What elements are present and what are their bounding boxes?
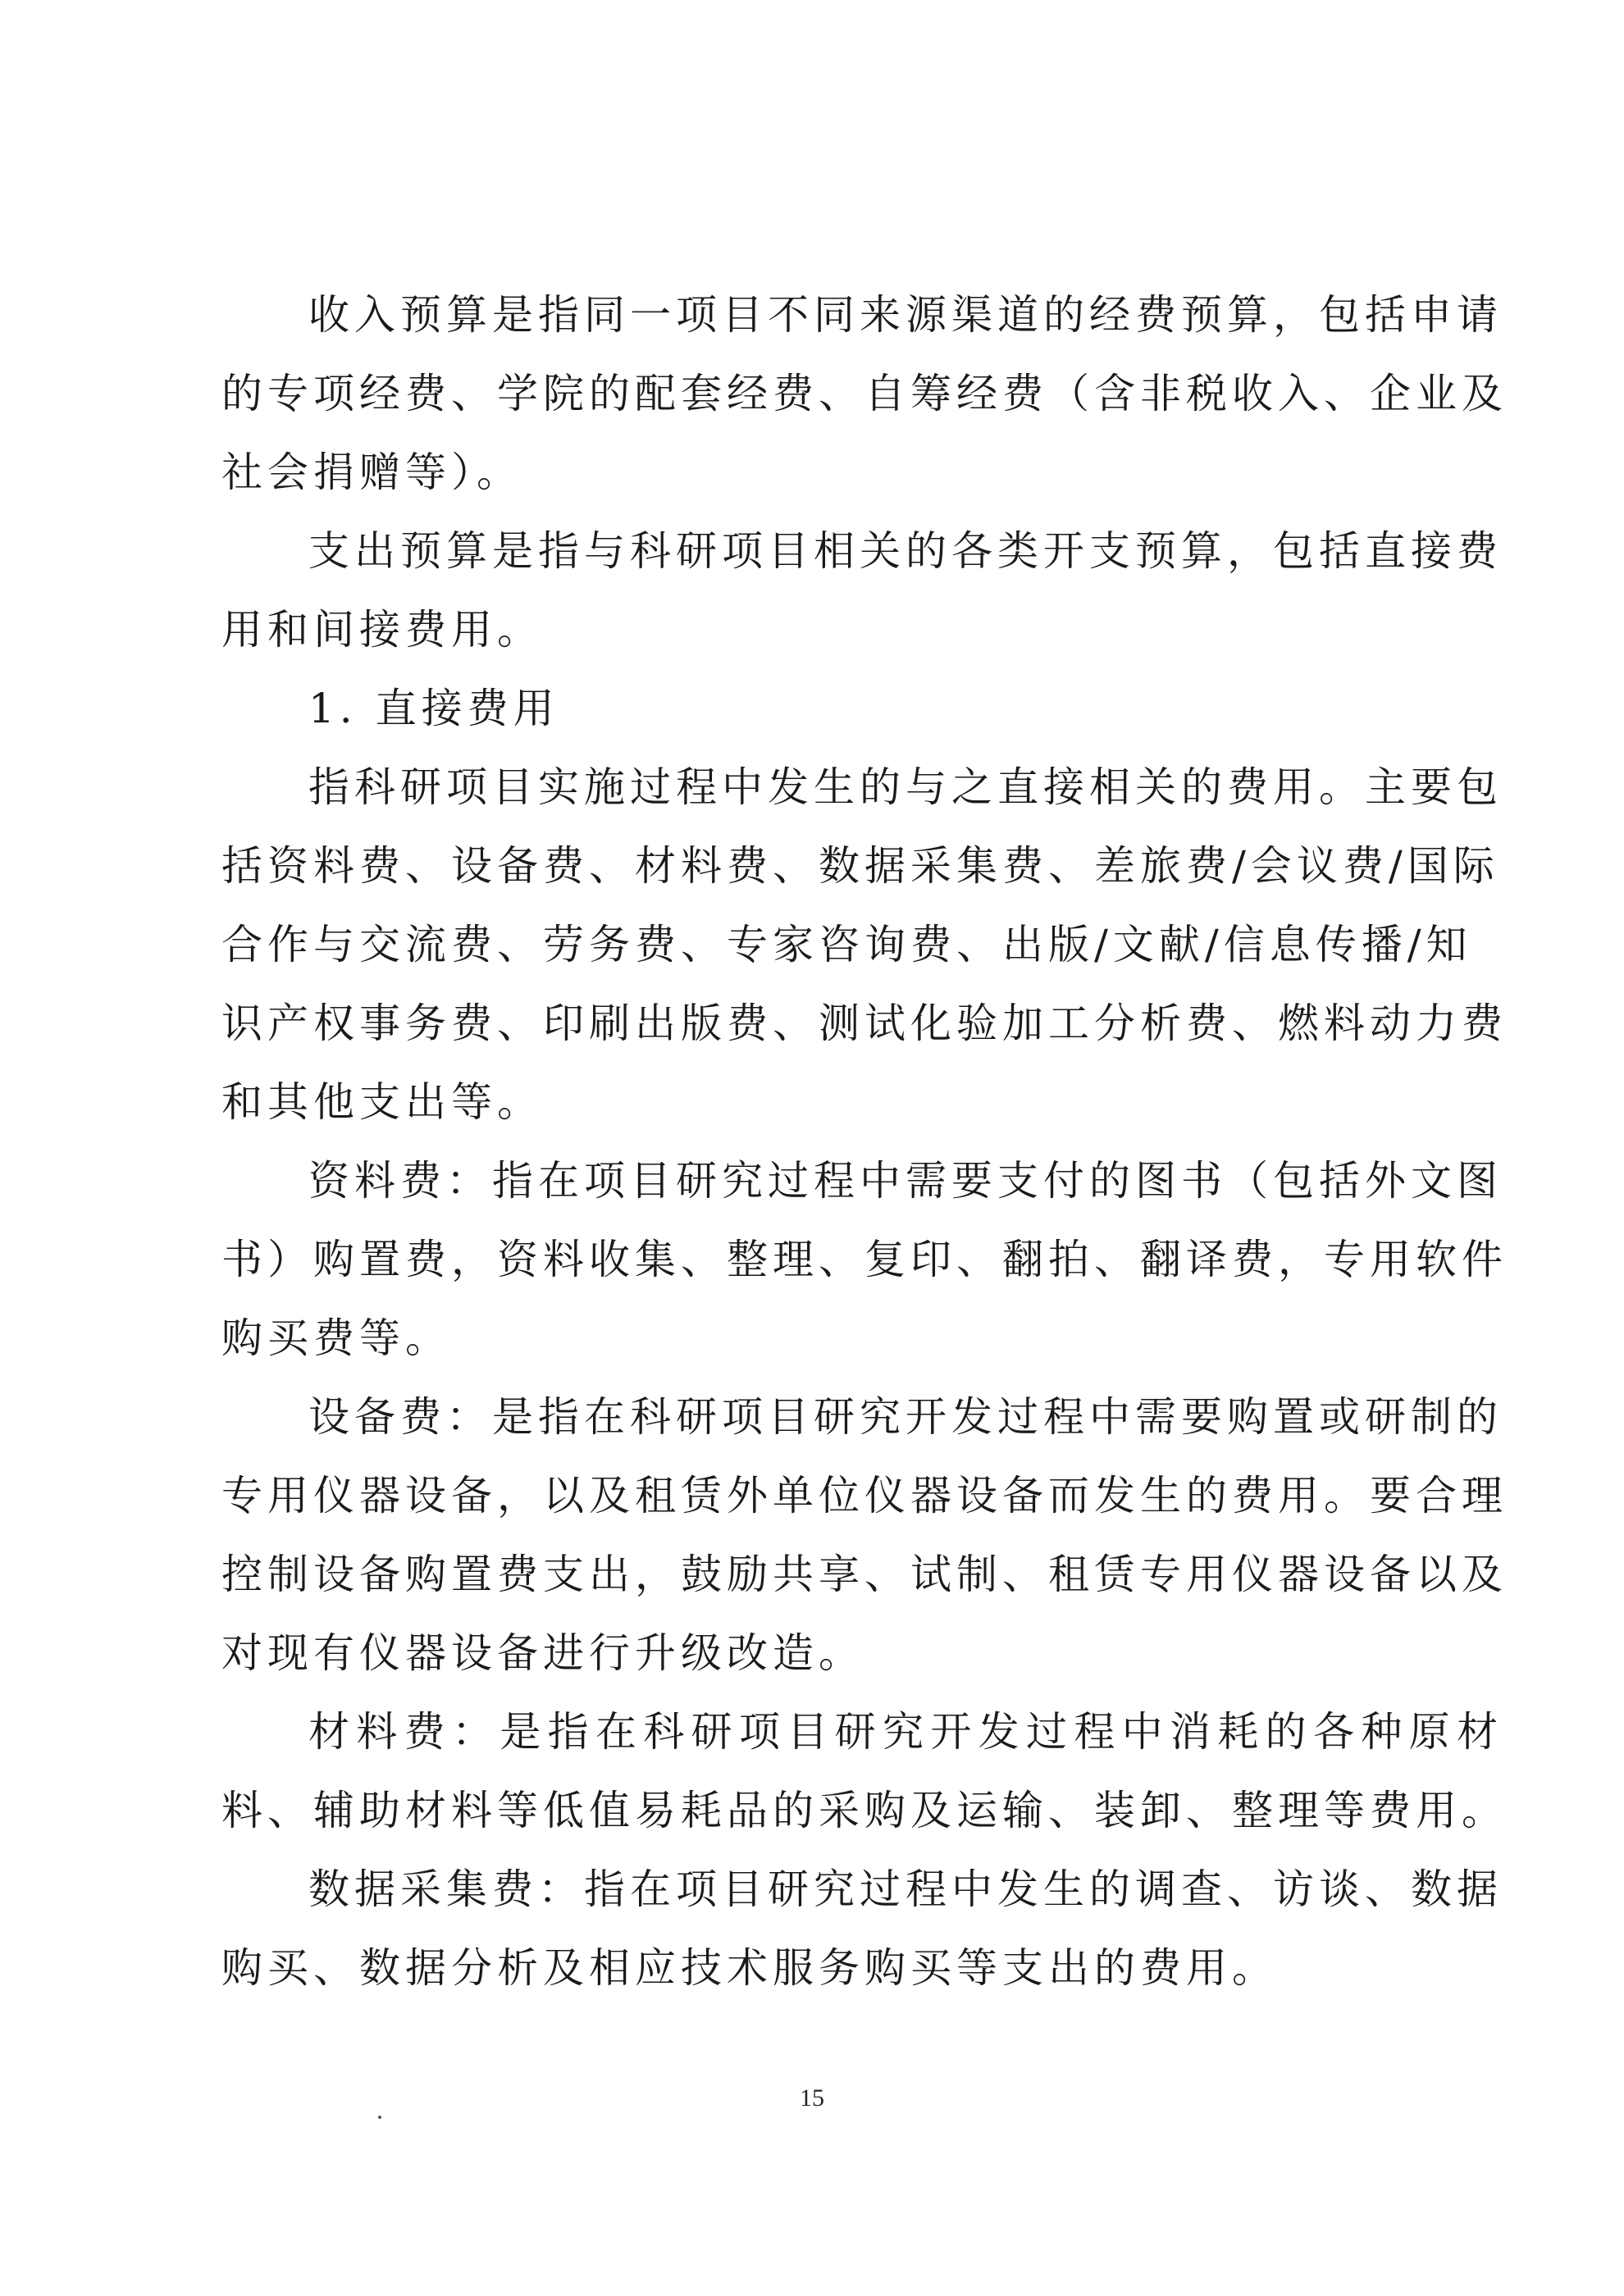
- paragraph-line: 和其他支出等。: [221, 1078, 543, 1126]
- page-number: 15: [800, 2084, 824, 2112]
- paragraph-line: 支出预算是指与科研项目相关的各类开支预算，包括直接费: [308, 527, 1503, 575]
- paragraph-line: 指科研项目实施过程中发生的与之直接相关的费用。主要包: [308, 763, 1503, 811]
- paragraph-line: 控制设备购置费支出，鼓励共享、试制、租赁专用仪器设备以及: [221, 1551, 1508, 1598]
- paragraph-line: 购买、数据分析及相应技术服务购买等支出的费用。: [221, 1944, 1278, 1992]
- paragraph-line: 书）购置费，资料收集、整理、复印、翻拍、翻译费，专用软件: [221, 1236, 1508, 1283]
- paragraph-line: 括资料费、设备费、材料费、数据采集费、差旅费/会议费/国际: [221, 842, 1499, 890]
- paragraph-line: 识产权事务费、印刷出版费、测试化验加工分析费、燃料动力费: [221, 1000, 1508, 1047]
- paragraph-line: 合作与交流费、劳务费、专家咨询费、出版/文献/信息传播/知: [221, 921, 1472, 968]
- paragraph-line: 收入预算是指同一项目不同来源渠道的经费预算，包括申请: [308, 291, 1503, 339]
- scan-speck: [378, 2116, 381, 2119]
- paragraph-line: 资料费：指在项目研究过程中需要支付的图书（包括外文图: [308, 1157, 1503, 1205]
- paragraph-line: 材料费：是指在科研项目研究开发过程中消耗的各种原材: [308, 1708, 1503, 1756]
- paragraph-line: 的专项经费、学院的配套经费、自筹经费（含非税收入、企业及: [221, 370, 1508, 417]
- paragraph-line: 数据采集费：指在项目研究过程中发生的调查、访谈、数据: [308, 1866, 1503, 1913]
- paragraph-line: 料、辅助材料等低值易耗品的采购及运输、装卸、整理等费用。: [221, 1787, 1508, 1834]
- paragraph-line: 用和间接费用。: [221, 606, 543, 654]
- paragraph-line: 专用仪器设备，以及租赁外单位仪器设备而发生的费用。要合理: [221, 1472, 1508, 1519]
- paragraph-line: 购买费等。: [221, 1314, 451, 1362]
- body-text: [221, 276, 1508, 2007]
- paragraph-line: 对现有仪器设备进行升级改造。: [221, 1629, 864, 1677]
- paragraph-line: 社会捐赠等）。: [221, 449, 522, 496]
- section-heading: 1. 直接费用: [308, 685, 559, 732]
- paragraph-line: 设备费：是指在科研项目研究开发过程中需要购置或研制的: [308, 1393, 1503, 1441]
